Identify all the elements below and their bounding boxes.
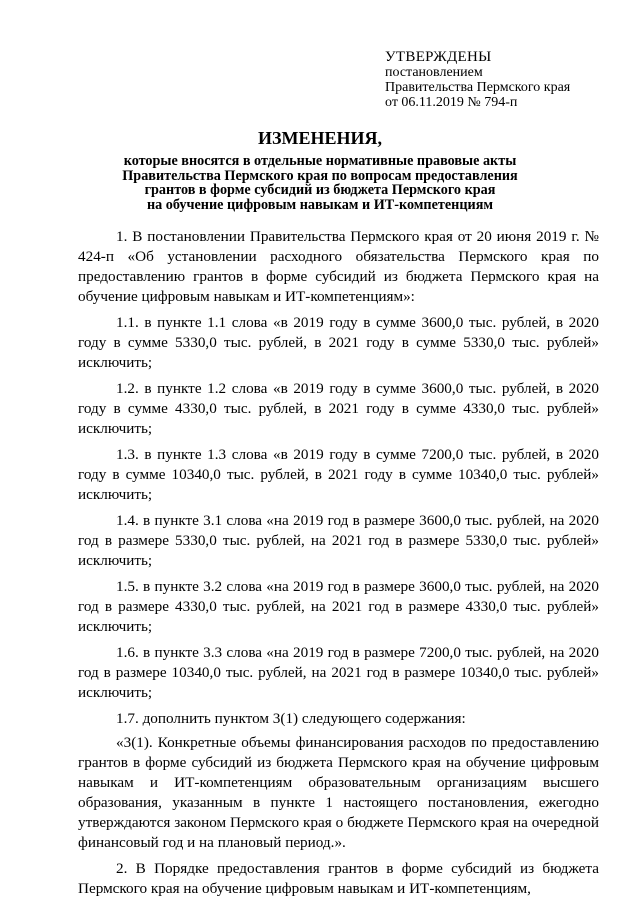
paragraph: 1. В постановлении Правительства Пермского края от 20 июня 2019 г. № 424-п «Об установлении расходного обязательства Пермского края по предоставлению грантов в форме субсидий из бюджета Пермского края на обучение цифровым навыкам и ИТ-компетенциям»: [78, 228, 599, 305]
paragraph: 1.5. в пункте 3.2 слова «на 2019 год в размере 3600,0 тыс. рублей, на 2020 год в размере 4330,0 тыс. рублей, на 2021 год в размере 4330,0 тыс. рублей» исключить; [78, 578, 599, 635]
paragraph: 1.4. в пункте 3.1 слова «на 2019 год в размере 3600,0 тыс. рублей, на 2020 год в размере 5330,0 тыс. рублей, на 2021 год в размере 5330,0 тыс. рублей» исключить; [78, 512, 599, 569]
approval-line: постановлением [385, 65, 483, 80]
approval-heading: УТВЕРЖДЕНЫ [385, 49, 492, 65]
paragraph: 1.2. в пункте 1.2 слова «в 2019 году в сумме 3600,0 тыс. рублей, в 2020 году в сумме 4330,0 тыс. рублей, в 2021 году в сумме 4330,0 тыс. рублей» исключить; [78, 380, 599, 437]
paragraph: 2. В Порядке предоставления грантов в форме субсидий из бюджета Пермского края на обучение цифровым навыкам и ИТ-компетенциям, [78, 860, 599, 897]
document-body [78, 227, 599, 905]
paragraph: 1.6. в пункте 3.3 слова «на 2019 год в размере 7200,0 тыс. рублей, на 2020 год в размере 10340,0 тыс. рублей, на 2021 год в размере 10340,0 тыс. рублей» исключить; [78, 644, 599, 701]
title-heading: ИЗМЕНЕНИЯ, [257, 128, 382, 148]
approval-line: Правительства Пермского края [385, 80, 571, 95]
title-line: на обучение цифровым навыкам и ИТ-компетенциям [146, 196, 494, 213]
paragraph: 1.7. дополнить пунктом 3(1) следующего содержания: [116, 710, 466, 727]
title-line: грантов в форме субсидий из бюджета Пермского края [144, 182, 496, 198]
approval-line: от 06.11.2019 № 794-п [385, 95, 518, 110]
paragraph: 1.1. в пункте 1.1 слова «в 2019 году в сумме 3600,0 тыс. рублей, в 2020 году в сумме 5330,0 тыс. рублей, в 2021 году в сумме 5330,0 тыс. рублей» исключить; [78, 314, 599, 371]
title-line: которые вносятся в отдельные нормативные правовые акты [123, 153, 517, 169]
approval-stamp [385, 50, 570, 110]
paragraph: «3(1). Конкретные объемы финансирования расходов по предоставлению грантов в форме субсидий из бюджета Пермского края на обучение цифровым навыкам и ИТ-компетенциям образовательным организациям высшего образования, указанным в пункте 1 настоящего постановления, ежегодно утверждаются законом Пермского края о бюджете Пермского края на очередной финансовый год и на плановый период.». [78, 734, 599, 851]
paragraph: 1.3. в пункте 1.3 слова «в 2019 году в сумме 7200,0 тыс. рублей, в 2020 году в сумме 10340,0 тыс. рублей, в 2021 году в сумме 10340,0 тыс. рублей» исключить; [78, 446, 599, 503]
document-title [60, 128, 580, 212]
title-line: Правительства Пермского края по вопросам предоставления [122, 167, 518, 184]
